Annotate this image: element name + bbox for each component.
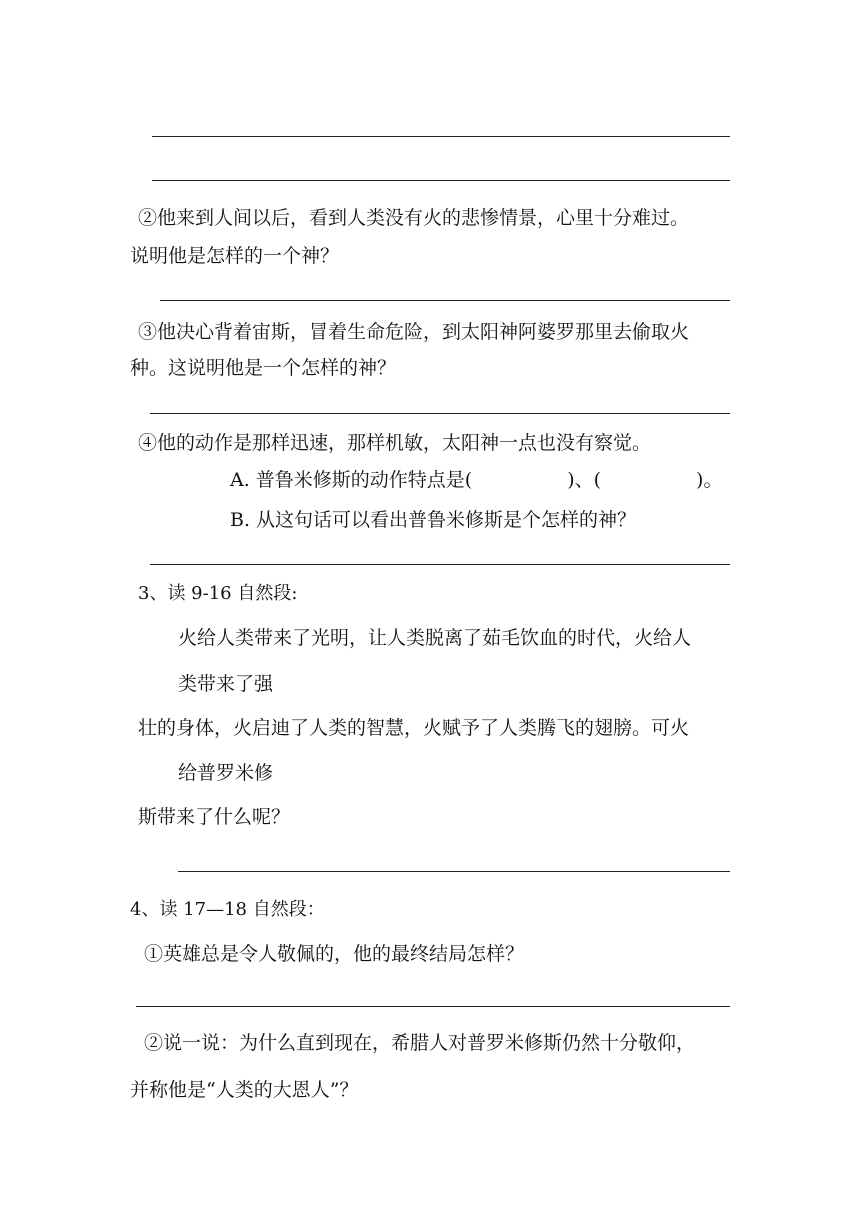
q3-heading: 3、读 9-16 自然段:	[138, 583, 298, 604]
q2-item2: ②他来到人间以后，看到人类没有火的悲惨情景，心里十分难过。	[138, 207, 690, 229]
q2-item3: ③他决心背着宙斯，冒着生命危险，到太阳神阿婆罗那里去偷取火	[138, 321, 690, 343]
q2-item4-b: B. 从这句话可以看出普鲁米修斯是个怎样的神？	[230, 509, 637, 531]
q2-item4: ④他的动作是那样迅速，那样机敏，太阳神一点也没有察觉。	[138, 432, 652, 454]
q4-heading: 4、读 17—18 自然段：	[130, 899, 325, 920]
answer-line-5[interactable]	[150, 564, 730, 565]
answer-line-1[interactable]	[152, 136, 730, 137]
q3-text-3: 壮的身体，火启迪了人类的智慧，火赋予了人类腾飞的翅膀。可火	[138, 717, 690, 739]
answer-line-2[interactable]	[152, 180, 730, 181]
q2-item4-a: A. 普鲁米修斯的动作特点是( )、( )。	[230, 469, 723, 491]
q2-item2-cont: 说明他是怎样的一个神？	[130, 245, 340, 267]
q3-text-2: 类带来了强	[178, 673, 274, 695]
q4-item2: ②说一说：为什么直到现在，希腊人对普罗米修斯仍然十分敬仰，	[144, 1032, 696, 1054]
q3-text-5: 斯带来了什么呢？	[138, 806, 291, 828]
q2-item3-cont: 种。这说明他是一个怎样的神？	[130, 357, 397, 379]
answer-line-6[interactable]	[178, 871, 730, 872]
answer-line-3[interactable]	[160, 300, 730, 301]
q3-text-4: 给普罗米修	[178, 762, 274, 784]
answer-line-4[interactable]	[150, 413, 730, 414]
q4-item1: ①英雄总是令人敬佩的，他的最终结局怎样？	[144, 943, 525, 965]
answer-line-7[interactable]	[136, 1006, 730, 1007]
q3-text-1: 火给人类带来了光明，让人类脱离了茹毛饮血的时代，火给人	[178, 627, 692, 649]
q4-item2-cont: 并称他是“人类的大恩人”？	[130, 1079, 359, 1101]
